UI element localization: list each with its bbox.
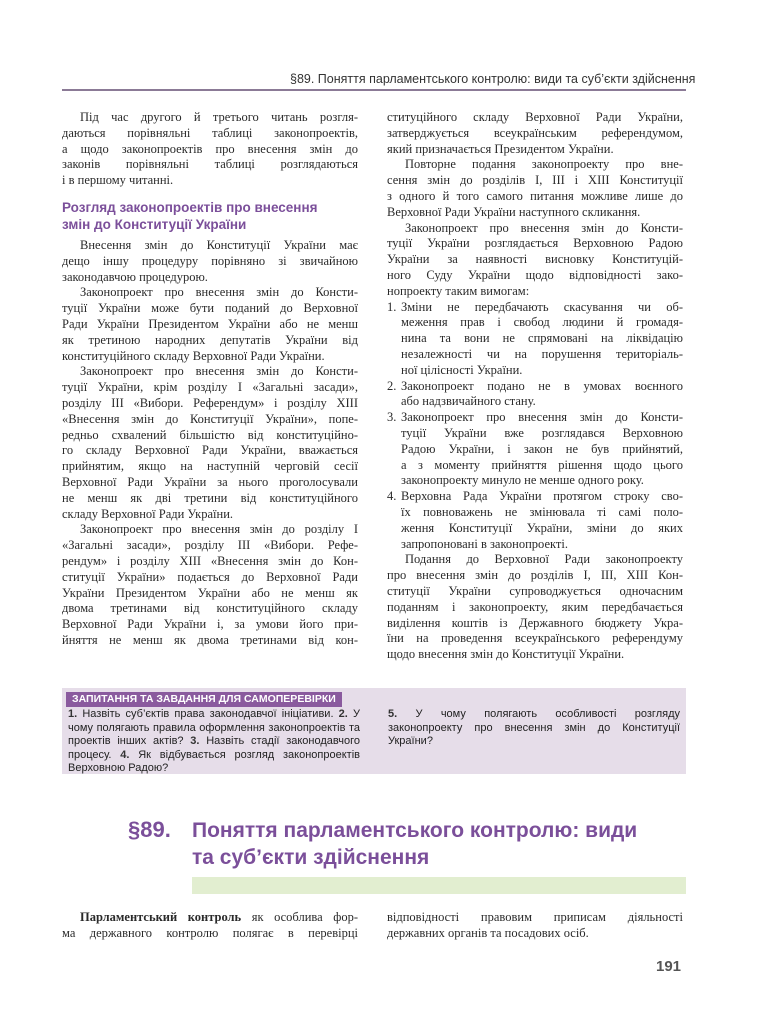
line-text: а щодо законопроектів про внесення змін до — [62, 141, 358, 156]
question-number: 3. — [190, 735, 200, 747]
text-line — [387, 205, 683, 221]
line-text: нопроекту таким вимогам: — [387, 283, 530, 298]
line-text: Ради України Президентом України або не менш — [62, 316, 358, 331]
text-line — [387, 600, 683, 616]
line-text: складу Верховної Ради України. — [62, 506, 234, 521]
line-text: законодавчою процедурою. — [62, 269, 208, 284]
text-line — [387, 173, 683, 189]
text-line — [62, 173, 358, 189]
running-head: §89. Поняття парламентського контролю: види та суб’єкти здійснення — [290, 72, 696, 86]
section-title-underbar — [192, 877, 686, 894]
left-column — [62, 110, 358, 649]
list-item-line — [387, 458, 683, 474]
text-line — [387, 584, 683, 600]
line-text: України Президентом України або не менш як — [62, 585, 358, 600]
question-text: Назвіть суб’єктів права законодавчої ініціативи. — [82, 708, 334, 720]
line-text: меження прав і свобод людини й громадя- — [401, 315, 683, 330]
text-line — [62, 910, 358, 926]
list-item-line — [387, 379, 683, 395]
question-number: 5. — [388, 708, 398, 720]
line-text: України за наявності висновку Конституцій- — [387, 252, 683, 267]
text-line — [62, 507, 358, 523]
text-line — [62, 428, 358, 444]
list-item-line — [387, 300, 683, 316]
line-text: з одного й того самого питання можливе лише до — [387, 188, 683, 203]
line-text: Законопроект про внесення змін до Консти- — [401, 410, 683, 425]
term-bold: Парламентський контроль — [80, 910, 242, 924]
question-text: У чому полягають особливості розгляду законопроекту про внесення змін до Конституції України? — [388, 708, 680, 747]
line-text: туції України розглядається Верховною Радою — [387, 236, 683, 251]
line-text: конституційного складу Верховної Ради України. — [62, 348, 325, 363]
section-title-line: Поняття парламентського контролю: види — [192, 819, 638, 842]
line-text: го складу Верховної Ради України, вважається — [62, 443, 358, 458]
line-text: нина та вони не спрямовані на ліквідацію — [401, 331, 683, 346]
text-line — [387, 568, 683, 584]
text-line — [62, 317, 358, 333]
line-text: Радою України, і закон не був прийнятий, — [401, 441, 683, 456]
section-title-line: та суб’єкти здійснення — [192, 846, 430, 869]
text-line — [62, 491, 358, 507]
text-line — [387, 252, 683, 268]
text-line: ма державного контролю полягає в перевірці — [62, 925, 358, 940]
question-text: Назвіть стадії законодавчого процесу. — [68, 735, 360, 761]
text-line — [62, 349, 358, 365]
list-item-line — [387, 347, 683, 363]
line-text: Розгляд законопроектів про внесення — [62, 199, 318, 215]
line-text: туції України, крім розділу I «Загальні засади», — [62, 380, 358, 395]
line-text: двома третинами від конституційного складу — [62, 601, 358, 616]
text-line — [62, 110, 358, 126]
line-text: їни на проведення всеукраїнського референдуму — [387, 631, 683, 646]
line-text: а з моменту прийняття рішення щодо цього — [401, 457, 683, 472]
line-text: щодо внесення змін до Конституції України. — [387, 647, 625, 662]
line-text: Повторне подання законопроекту про вне- — [405, 157, 683, 172]
subheading-line — [62, 199, 358, 216]
line-text: як третиною народних депутатів України від — [62, 332, 358, 347]
line-text: даються порівняльні таблиці законопроектів, — [62, 125, 358, 140]
line-text: їх повноважень не змінювала ті самі поло- — [401, 504, 683, 519]
line-text: або надзвичайного стану. — [401, 394, 536, 409]
question-number: 1. — [68, 708, 78, 720]
text-line — [62, 396, 358, 412]
line-text: і в першому читанні. — [62, 173, 174, 188]
text-line — [62, 157, 358, 173]
text-line — [387, 126, 683, 142]
line-text: «Загальні засади», розділу III «Вибори. Рефе- — [62, 538, 358, 553]
text-line — [62, 270, 358, 286]
line-text: законопроекту минуло не менше одного року. — [401, 473, 644, 488]
text-line — [62, 617, 358, 633]
line-text: незалежності чи на порушення територіаль- — [401, 346, 683, 361]
list-number: 4. — [387, 489, 397, 504]
subheading-line — [62, 216, 358, 233]
line-text: Законопроект про внесення змін до Консти- — [80, 285, 358, 300]
question-text: У чому полягають правила оформлення законопроектів та проектів інших актів? — [68, 708, 361, 747]
line-text: Верховної Ради України за нього проголосували — [62, 474, 358, 489]
text-line — [62, 459, 358, 475]
line-text: змін до Конституції України — [62, 216, 247, 232]
text-line — [387, 221, 683, 237]
questions-right — [388, 708, 680, 749]
text-line — [62, 254, 358, 270]
text-line — [387, 284, 683, 300]
list-item-line — [387, 426, 683, 442]
text-line — [62, 333, 358, 349]
self-check-questions-box — [62, 688, 686, 774]
text-line — [387, 647, 683, 663]
line-text: Подання до Верховної Ради законопроекту — [405, 552, 683, 567]
line-text: Верховна Рада України протягом строку сво- — [401, 489, 683, 504]
line-text: затверджується всеукраїнським референдумом, — [387, 125, 683, 140]
list-number: 2. — [387, 378, 397, 393]
line-text: поданням і законопроекту, яким передбачається — [387, 599, 683, 614]
line-text: про внесення змін до розділів I, III, XIII Кон- — [387, 568, 683, 583]
questions-title: ЗАПИТАННЯ ТА ЗАВДАННЯ ДЛЯ САМОПЕРЕВІРКИ — [66, 692, 342, 707]
list-number: 3. — [387, 410, 397, 425]
line-text: прийнятим, якщо на наступній черговій сесії — [62, 459, 358, 474]
line-text: ституційного складу Верховної Ради України, — [387, 110, 683, 124]
line-text: ної цілісності України. — [401, 362, 523, 377]
line-text: туції України вже розглядався Верховною — [401, 425, 683, 440]
list-number: 1. — [387, 299, 397, 314]
text-line — [62, 364, 358, 380]
line-text: Зміни не передбачають скасування чи об- — [401, 299, 683, 314]
line-text: ного Суду України щодо відповідності зако- — [387, 267, 683, 282]
text-line — [62, 554, 358, 570]
list-item-line — [387, 473, 683, 489]
line-text: який призначається Президентом України. — [387, 141, 614, 156]
line-text: йняття не менш як двома третинами від кон- — [62, 632, 358, 647]
line-text: Законопроект про внесення змін до Консти- — [405, 220, 683, 235]
text-line — [62, 301, 358, 317]
line-text: виділення коштів із Державного бюджету Укра- — [387, 615, 683, 630]
text-line — [387, 110, 683, 126]
right-column — [387, 110, 683, 663]
question-number: 2. — [338, 708, 348, 720]
text-line — [387, 631, 683, 647]
line-text: Під час другого й третього читань розгля- — [80, 110, 358, 124]
line-text: Верховної Ради України і, за умови його при- — [62, 617, 358, 632]
section-number: §89. — [128, 817, 171, 842]
text-line: державних органів та посадових осіб. — [387, 925, 589, 940]
line-text: рендум» і розділу XIII «Внесення змін до Кон- — [62, 553, 358, 568]
text-line — [62, 126, 358, 142]
line-text: редньо схвалений більшістю від конституційно- — [62, 427, 358, 442]
list-item-line — [387, 331, 683, 347]
line-text: Законопроект про внесення змін до розділу I — [80, 522, 358, 537]
list-item-line — [387, 521, 683, 537]
text-line — [62, 522, 358, 538]
question-text: Як відбувається розгляд законопроектів Верховною Радою? — [68, 748, 360, 774]
text-line — [62, 238, 358, 254]
page-number: 191 — [656, 958, 682, 975]
line-text: туції України може бути поданий до Верховної — [62, 301, 358, 316]
text-line — [387, 616, 683, 632]
list-item-line — [387, 363, 683, 379]
list-item-line — [387, 505, 683, 521]
text-line — [387, 157, 683, 173]
line-text: Законопроект подано не в умовах воєнного — [401, 378, 683, 393]
line-text: законів порівняльні таблиці розглядаються — [62, 157, 358, 172]
text-line — [62, 601, 358, 617]
list-item-line — [387, 394, 683, 410]
list-item-line — [387, 537, 683, 553]
list-item-line — [387, 410, 683, 426]
line-text: запропоновані в законопроекті. — [401, 536, 568, 551]
text-line — [387, 268, 683, 284]
question-number: 4. — [120, 748, 130, 761]
line-text: ституції України» подається до Верховної Ради — [62, 569, 358, 584]
line-text: дещо іншу процедуру порівняно зі звичайною — [62, 253, 358, 268]
list-item-line — [387, 442, 683, 458]
text-fragment: як особлива фор- — [241, 910, 358, 924]
intro-left — [62, 910, 358, 942]
questions-left — [68, 708, 360, 776]
line-text: «Внесення змін до Конституції України», попе- — [62, 411, 358, 426]
line-text: розділу III «Вибори. Референдум» і розділу XIII — [62, 395, 358, 410]
text-line — [387, 236, 683, 252]
list-item-line — [387, 489, 683, 505]
text-line — [62, 142, 358, 158]
text-line — [62, 570, 358, 586]
text-line — [62, 586, 358, 602]
text-line — [62, 475, 358, 491]
line-text: Законопроект про внесення змін до Консти- — [80, 364, 358, 379]
text-line — [62, 633, 358, 649]
section-title — [192, 817, 637, 871]
text-line — [387, 189, 683, 205]
text-line — [387, 552, 683, 568]
line-text: Внесення змін до Конституції України має — [80, 237, 358, 252]
text-line: відповідності правовим приписам діяльності — [387, 910, 683, 924]
line-text: ження Конституції України, зміни до яких — [401, 520, 683, 535]
text-line — [62, 285, 358, 301]
text-line — [62, 380, 358, 396]
list-item-line — [387, 315, 683, 331]
header-divider — [62, 89, 686, 91]
text-line — [62, 443, 358, 459]
text-line — [62, 412, 358, 428]
line-text: не менш як дві третини від конституційного — [62, 490, 358, 505]
line-text: сення змін до розділів I, III і XIII Конституції — [387, 173, 683, 188]
intro-right — [387, 910, 683, 942]
line-text: ституції України супроводжується одночасним — [387, 583, 683, 598]
text-line — [387, 142, 683, 158]
line-text: Верховної Ради України наступного скликання. — [387, 204, 641, 219]
text-line — [62, 538, 358, 554]
